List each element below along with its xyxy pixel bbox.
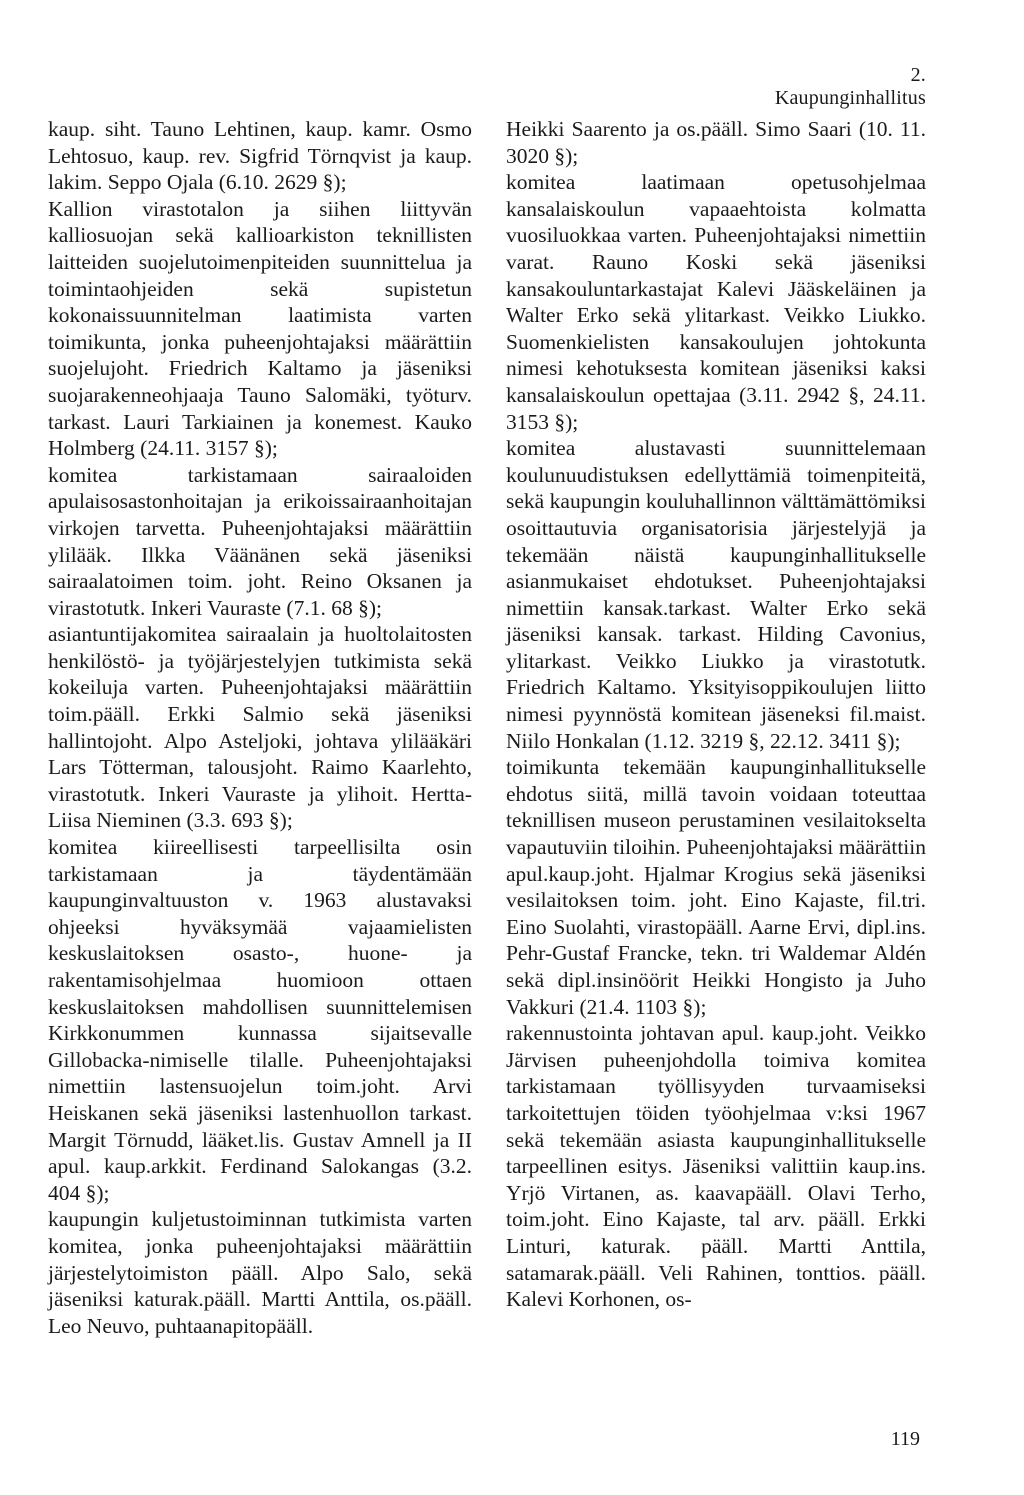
paragraph: kaup. siht. Tauno Lehtinen, kaup. kamr. Osmo Lehtosuo, kaup. rev. Sigfrid Törnqvist ja kaup. lakim. Seppo Ojala (6.10. 2629 §); [48,117,472,195]
running-header: 2. Kaupunginhallitus [774,64,926,109]
page-number: 119 [890,1428,920,1450]
paragraph: komitea kiireellisesti tarpeellisilta osin tarkistamaan ja täydentämään kaupunginvaltuuston v. 1963 alustavaksi ohjeeksi hyväksymää vajaamielisten keskuslaitoksen osasto-, huone- ja rakentamisohjelmaa huomioon ottaen keskuslaitoksen mahdollisen suunnittelemisen Kirkkonummen kunnassa sijaitsevalle Gillobacka-nimiselle tilalle. Puheenjohtajaksi nimettiin lastensuojelun toim.joht. Arvi Heiskanen sekä jäseniksi lastenhuollon tarkast. Margit Törnudd, lääket.lis. Gustav Amnell ja II apul. kaup.arkkit. Ferdinand Salokangas (3.2. 404 §); [48,835,472,1205]
paragraph: Heikki Saarento ja os.pääll. Simo Saari (10. 11. 3020 §); [506,117,926,168]
paragraph: toimikunta tekemään kaupunginhallitukselle ehdotus siitä, millä tavoin voidaan toteuttaa teknillisen museon perustaminen vesilaitokselta vapautuviin tiloihin. Puheenjohtajaksi määrättiin apul.kaup.joht. Hjalmar Krogius sekä jäseniksi vesilaitoksen toim. joht. Eino Kajaste, fil.tri. Eino Suolahti, virastopääll. Aarne Ervi, dipl.ins. Pehr-Gustaf Francke, tekn. tri Waldemar Aldén sekä dipl.insinöörit Heikki Hongisto ja Juho Vakkuri (21.4. 1103 §); [506,755,926,1019]
paragraph: rakennustointa johtavan apul. kaup.joht. Veikko Järvisen puheenjohdolla toimiva komitea tarkistamaan työllisyyden turvaamiseksi tarkoitettujen töiden työohjelmaa v:ksi 1967 sekä tekemään asiasta kaupunginhallitukselle tarpeellinen esitys. Jäseniksi valittiin kaup.ins. Yrjö Virtanen, as. kaavapääll. Olavi Terho, toim.joht. Eino Kajaste, tal arv. pääll. Erkki Linturi, katurak. pääll. Martti Anttila, satamarak.pääll. Veli Rahinen, tonttios. pääll. Kalevi Korhonen, os- [506,1021,926,1312]
paragraph: komitea laatimaan opetusohjelmaa kansalaiskoulun vapaaehtoista kolmatta vuosiluokkaa varten. Puheenjohtajaksi nimettiin varat. Rauno Koski sekä jäseniksi kansakouluntarkastajat Kalevi Jääskeläinen ja Walter Erko sekä ylitarkast. Veikko Liukko. Suomenkielisten kansakoulujen johtokunta nimesi kehotuksesta komitean jäseniksi kaksi kansalaiskoulun opettajaa (3.11. 2942 §, 24.11. 3153 §); [506,170,926,434]
paragraph: kaupungin kuljetustoiminnan tutkimista varten komitea, jonka puheenjohtajaksi määrättiin järjestelytoimiston pääll. Alpo Salo, sekä jäseniksi katurak.pääll. Martti Anttila, os.pääll. Leo Neuvo, puhtaanapitopääll. [48,1207,472,1338]
paragraph: komitea alustavasti suunnittelemaan koulunuudistuksen edellyttämiä toimenpiteitä, sekä kaupungin kouluhallinnon välttämättömiksi osoittautuvia organisatorisia järjestelyjä ja tekemään näistä kaupunginhallitukselle asianmukaiset ehdotukset. Puheenjohtajaksi nimettiin kansak.tarkast. Walter Erko sekä jäseniksi kansak. tarkast. Hilding Cavonius, ylitarkast. Veikko Liukko ja virastotutk. Friedrich Kaltamo. Yksityisoppikoulujen liitto nimesi pyynnöstä komitean jäseneksi fil.maist. Niilo Honkalan (1.12. 3219 §, 22.12. 3411 §); [506,436,926,753]
paragraph: asiantuntijakomitea sairaalain ja huoltolaitosten henkilöstö- ja työjärjestelyjen tutkimista sekä kokeiluja varten. Puheenjohtajaksi määrättiin toim.pääll. Erkki Salmio sekä jäseniksi hallintojoht. Alpo Asteljoki, johtava ylilääkäri Lars Tötterman, talousjoht. Raimo Kaarlehto, virastotutk. Inkeri Vauraste ja ylihoit. Hertta-Liisa Nieminen (3.3. 693 §); [48,622,472,833]
right-column [506,116,926,1313]
paragraph: komitea tarkistamaan sairaaloiden apulaisosastonhoitajan ja erikoissairaanhoitajan virkojen tarvetta. Puheenjohtajaksi määrättiin ylilääk. Ilkka Väänänen sekä jäseniksi sairaalatoimen toim. joht. Reino Oksanen ja virastotutk. Inkeri Vauraste (7.1. 68 §); [48,462,472,620]
paragraph: Kallion virastotalon ja siihen liittyvän kalliosuojan sekä kallioarkiston teknillisten laitteiden suojelutoimenpiteiden suunnittelua ja toimintaohjeiden sekä supistetun kokonaissuunnitelman laatimista varten toimikunta, jonka puheenjohtajaksi määrättiin suojelujoht. Friedrich Kaltamo ja jäseniksi suojarakenneohjaaja Tauno Salomäki, työturv. tarkast. Lauri Tarkiainen ja konemest. Kauko Holmberg (24.11. 3157 §); [48,196,472,461]
left-column [48,116,472,1339]
